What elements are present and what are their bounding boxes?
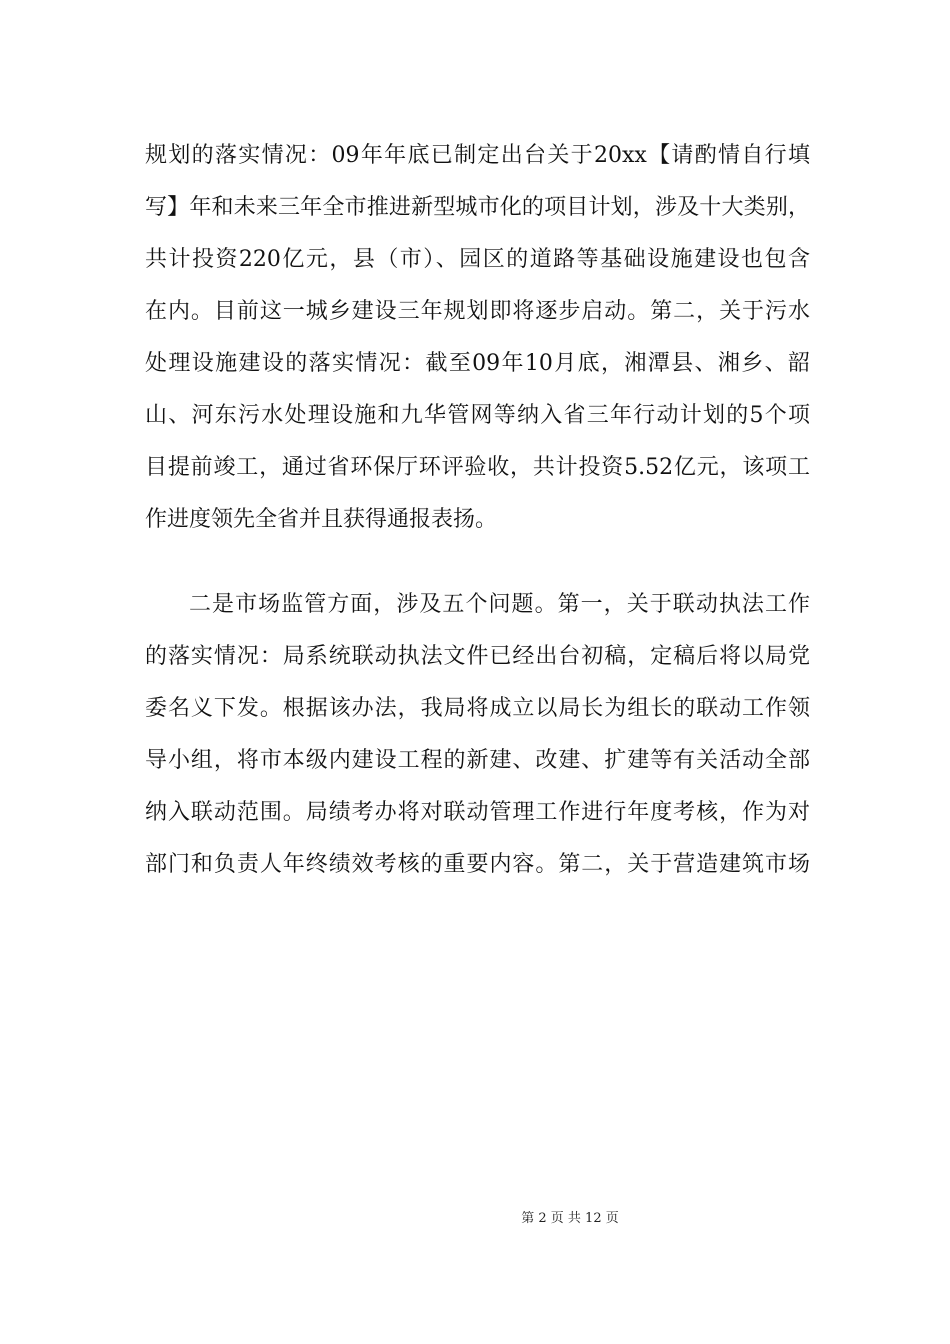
- paragraph-gap: [145, 550, 810, 583]
- text-line: 山、河东污水处理设施和九华管网等纳入省三年行动计划的5个项: [145, 403, 810, 428]
- text-line: 写】年和未来三年全市推进新型城市化的项目计划，涉及十大类别，: [145, 195, 810, 220]
- page-number: 第 2 页 共 12 页: [521, 1211, 619, 1226]
- text-line: 委名义下发。根据该办法，我局将成立以局长为组长的联动工作领: [145, 696, 810, 721]
- page-footer: [0, 1207, 950, 1226]
- text-line: 共计投资220亿元，县（市）、园区的道路等基础设施建设也包含: [145, 247, 810, 272]
- text-line: 作进度领先全省并且获得通报表扬。: [145, 507, 498, 532]
- body-text: [145, 134, 810, 895]
- text-line: 导小组，将市本级内建设工程的新建、改建、扩建等有关活动全部: [145, 748, 810, 773]
- text-line: 规划的落实情况：09年年底已制定出台关于20xx【请酌情自行填: [145, 143, 810, 168]
- text-line: 的落实情况：局系统联动执法文件已经出台初稿，定稿后将以局党: [145, 644, 810, 669]
- paragraph-1: [145, 134, 810, 550]
- text-line: 处理设施建设的落实情况：截至09年10月底，湘潭县、湘乡、韶: [145, 351, 810, 376]
- paragraph-2: [145, 583, 810, 895]
- text-line: 二是市场监管方面，涉及五个问题。第一，关于联动执法工作: [189, 592, 810, 617]
- text-line: 部门和负责人年终绩效考核的重要内容。第二，关于营造建筑市场: [145, 852, 810, 877]
- text-line: 目提前竣工，通过省环保厅环评验收，共计投资5.52亿元，该项工: [145, 455, 810, 480]
- text-line: 纳入联动范围。局绩考办将对联动管理工作进行年度考核，作为对: [145, 800, 810, 825]
- text-line: 在内。目前这一城乡建设三年规划即将逐步启动。第二，关于污水: [145, 299, 810, 324]
